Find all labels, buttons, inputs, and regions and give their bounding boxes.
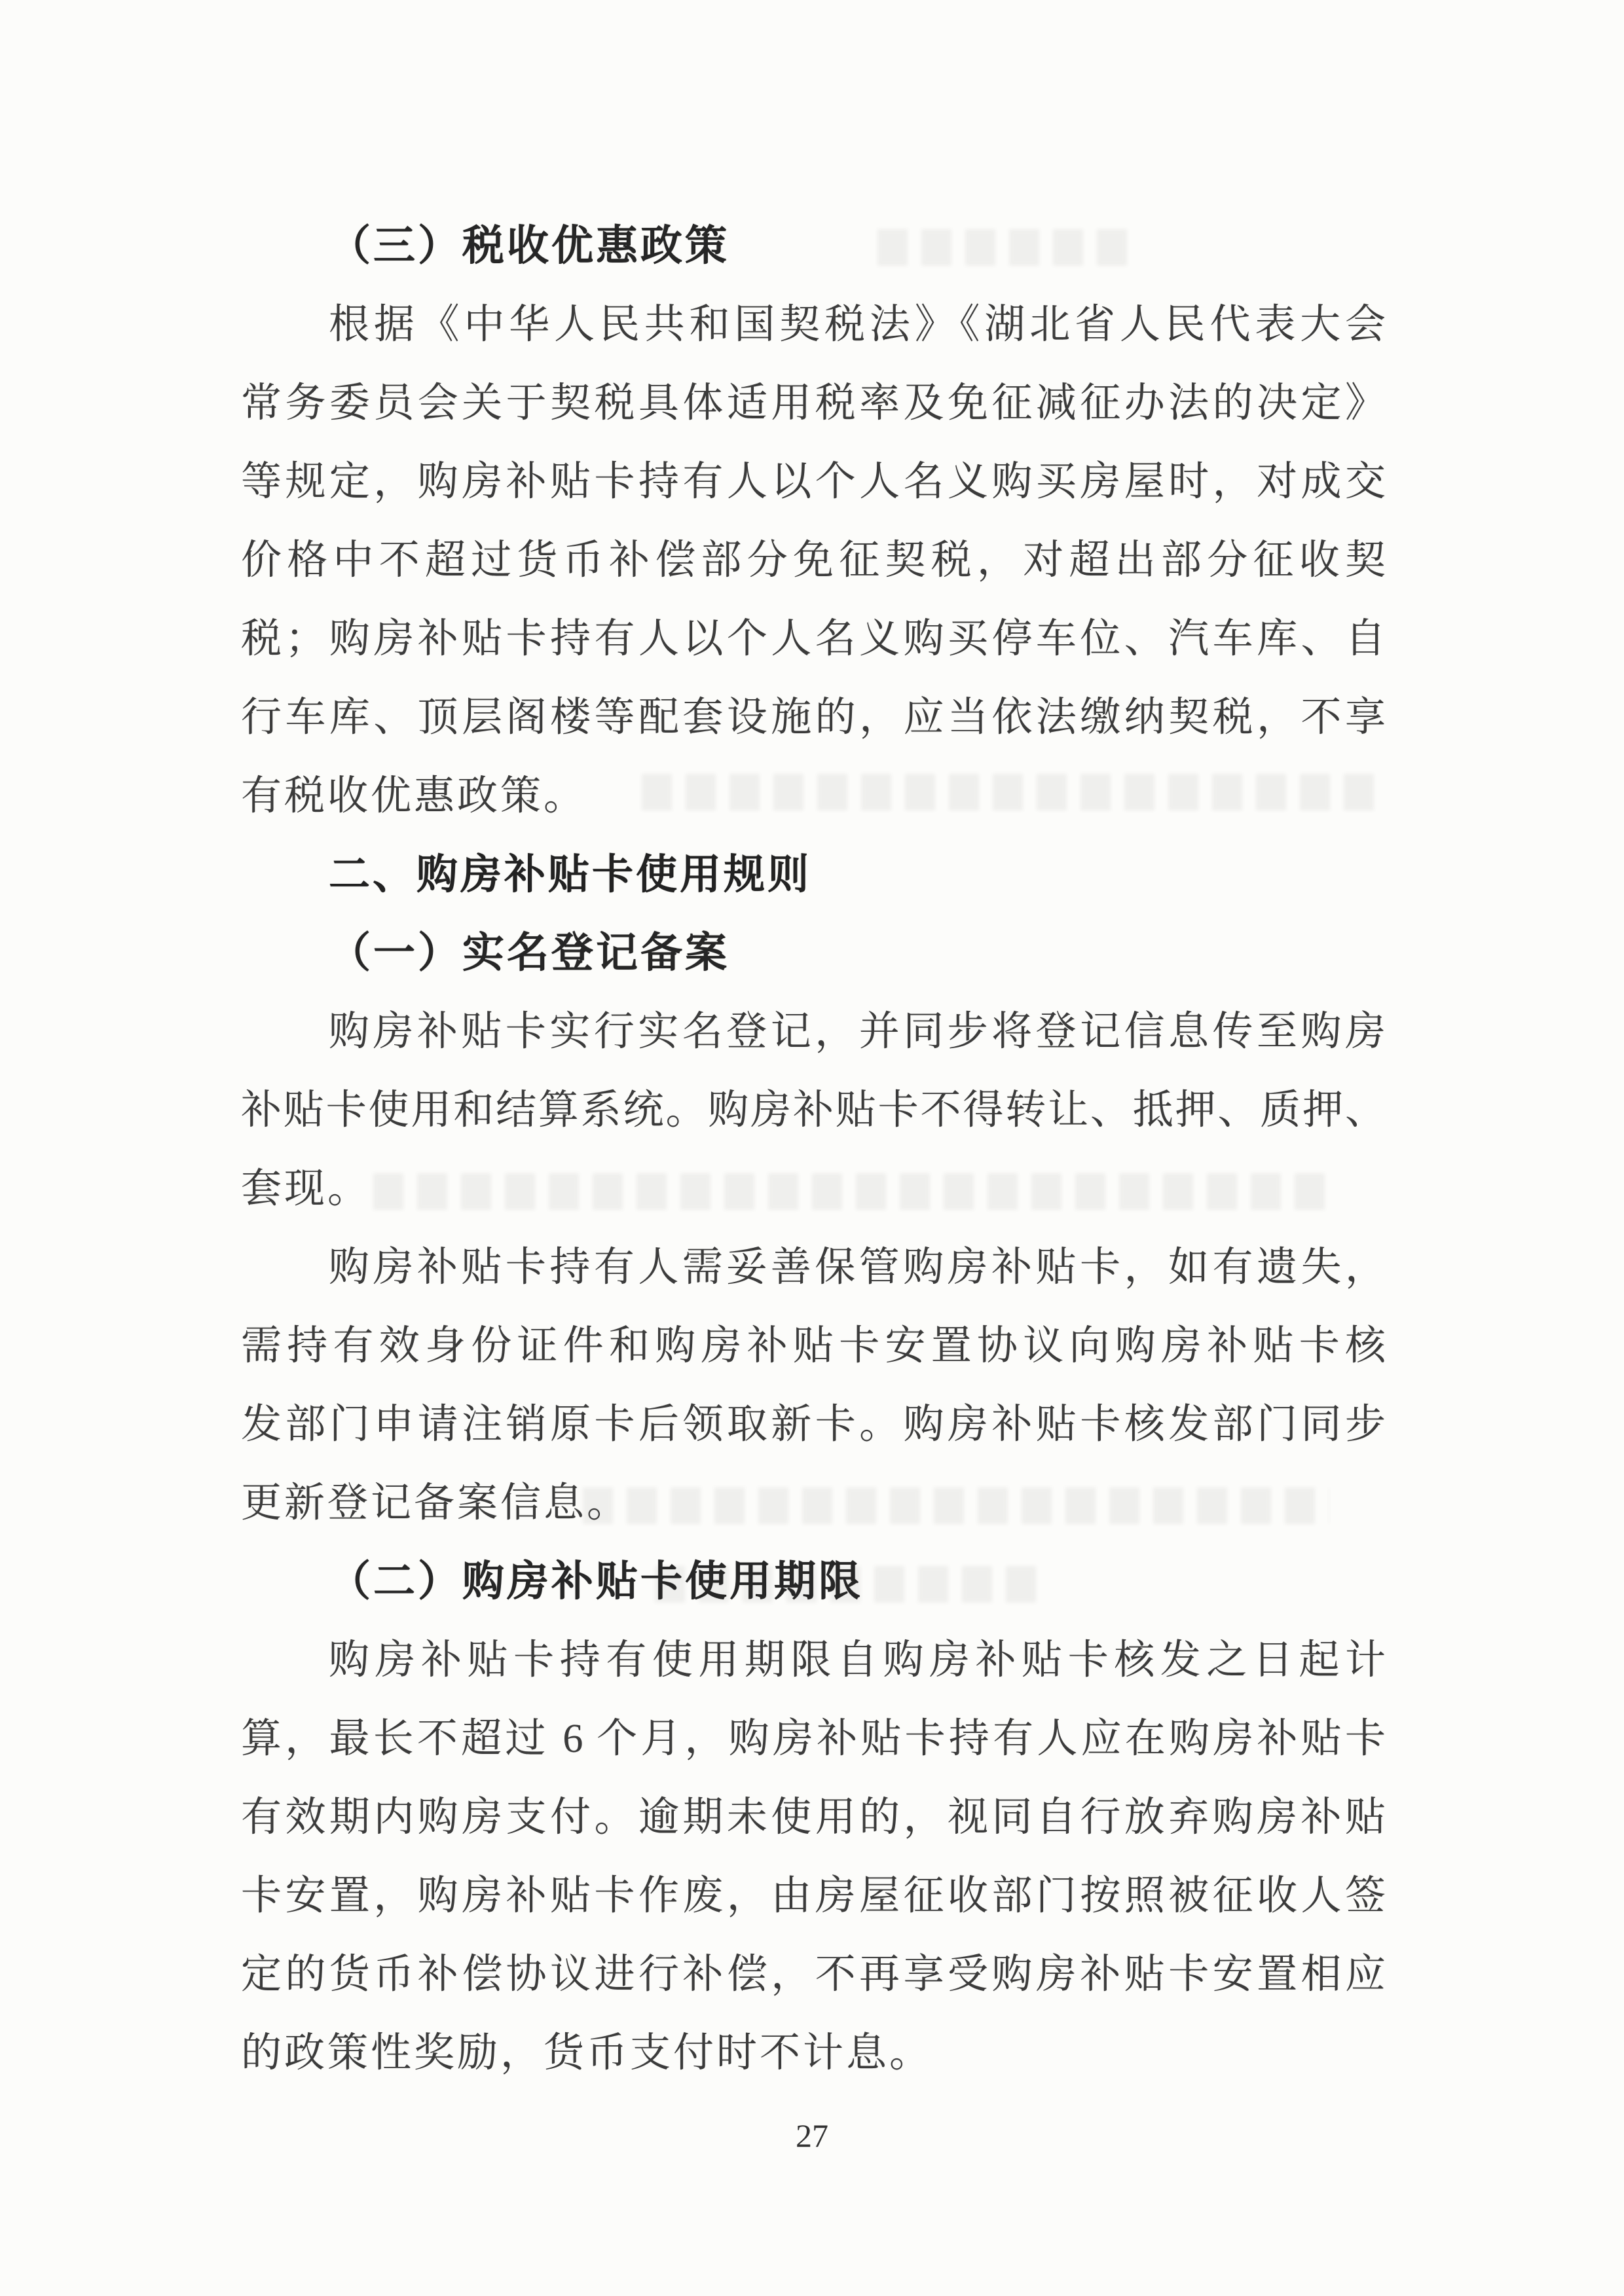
document-body xyxy=(241,207,1386,2092)
text-line: 有效期内购房支付。逾期未使用的，视同自行放弃购房补贴 xyxy=(241,1795,1386,1840)
text-line: 发部门申请注销原卡后领取新卡。购房补贴卡核发部门同步 xyxy=(241,1402,1386,1447)
text-line: 常务委员会关于契税具体适用税率及免征减征办法的决定》 xyxy=(241,381,1386,426)
text-line: 购房补贴卡实行实名登记，并同步将登记信息传至购房 xyxy=(329,1010,1386,1054)
text-line: 等规定，购房补贴卡持有人以个人名义购买房屋时，对成交 xyxy=(241,460,1386,504)
text-line: 定的货币补偿协议进行补偿，不再享受购房补贴卡安置相应 xyxy=(241,1952,1386,1997)
text-line: 根据《中华人民共和国契税法》《湖北省人民代表大会 xyxy=(329,302,1386,347)
text-line: 算，最长不超过 6 个月，购房补贴卡持有人应在购房补贴卡 xyxy=(241,1717,1386,1761)
text-line: 更新登记备案信息。 xyxy=(241,1481,631,1525)
subsection-heading: （二）购房补贴卡使用期限 xyxy=(329,1558,863,1605)
subsection-heading: （三）税收优惠政策 xyxy=(329,223,729,269)
text-line: 套现。 xyxy=(241,1167,371,1211)
text-line: 购房补贴卡持有人需妥善保管购房补贴卡，如有遗失， xyxy=(329,1245,1386,1290)
text-line: 行车库、顶层阁楼等配套设施的，应当依法缴纳契税，不享 xyxy=(241,695,1386,740)
text-line: 购房补贴卡持有使用期限自购房补贴卡核发之日起计 xyxy=(329,1638,1386,1683)
section-heading: 二、购房补贴卡使用规则 xyxy=(329,852,811,898)
text-line: 价格中不超过货币补偿部分免征契税，对超出部分征收契 xyxy=(241,538,1386,583)
text-line: 的政策性奖励，货币支付时不计息。 xyxy=(241,2031,933,2075)
subsection-heading: （一）实名登记备案 xyxy=(329,930,729,976)
text-line: 卡安置，购房补贴卡作废，由房屋征收部门按照被征收人签 xyxy=(241,1874,1386,1918)
text-line: 需持有效身份证件和购房补贴卡安置协议向购房补贴卡核 xyxy=(241,1324,1386,1368)
text-line: 税；购房补贴卡持有人以个人名义购买停车位、汽车库、自 xyxy=(241,617,1386,661)
text-line: 补贴卡使用和结算系统。购房补贴卡不得转让、抵押、质押、 xyxy=(241,1088,1386,1133)
text-line: 有税收优惠政策。 xyxy=(241,774,587,818)
page-number: 27 xyxy=(796,2117,828,2154)
